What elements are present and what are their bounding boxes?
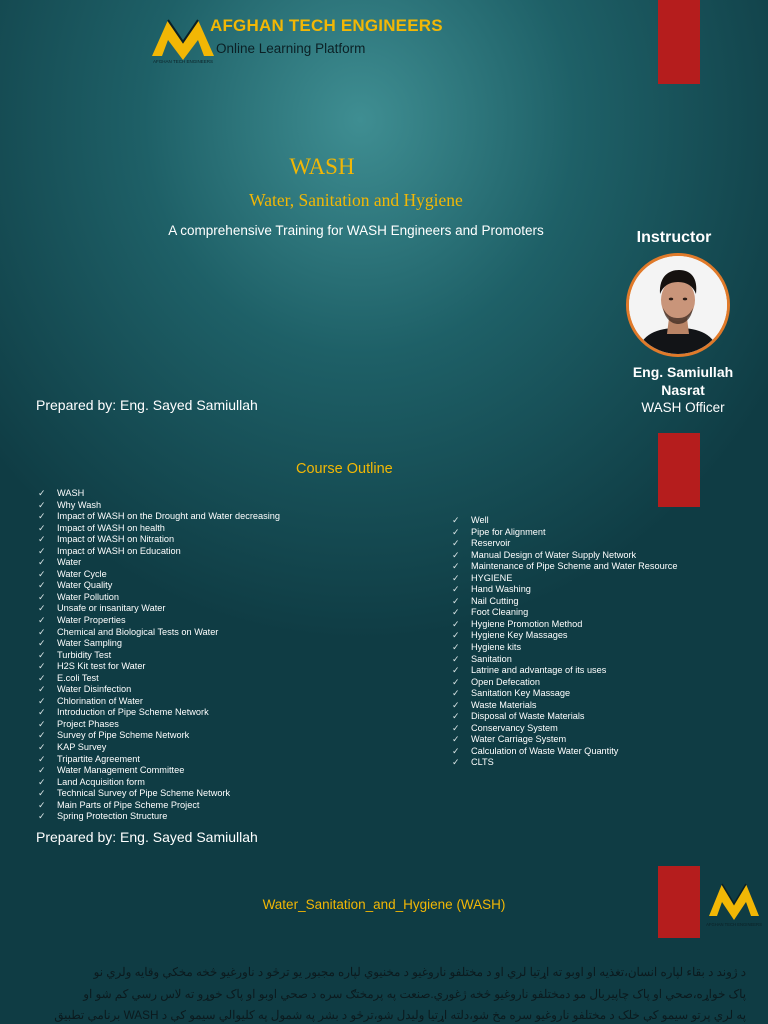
outline-item [38,661,280,673]
check-icon: ✓ [452,618,460,629]
outline-item-label: Chlorination of Water [57,695,143,706]
check-icon: ✓ [38,684,46,695]
outline-item [38,569,280,581]
outline-item [452,734,678,746]
check-icon: ✓ [452,653,460,664]
outline-item [452,642,678,654]
check-icon: ✓ [38,534,46,545]
outline-item [452,677,678,689]
outline-item-label: Hygiene kits [471,642,522,653]
check-icon: ✓ [38,742,46,753]
outline-item [38,765,280,777]
outline-item-label: Tripartite Agreement [57,753,140,764]
outline-item-label: Water Quality [57,580,113,591]
outline-item [38,603,280,615]
outline-item-label: Sanitation Key Massage [471,688,571,699]
outline-item [38,546,280,558]
check-icon: ✓ [452,595,460,606]
outline-item-label: E.coli Test [57,672,99,683]
check-icon: ✓ [452,630,460,641]
outline-item-label: Water Sampling [57,638,123,649]
outline-item-label: Manual Design of Water Supply Network [471,549,637,560]
pashto-paragraph-line: په لري پرتو سیمو کې خلک د مختلفو ناروغیو سره مخ شو،دلته اړتیا ولیدل شو،ترڅو د بشر په شمول په کلیوالي سیمو کې د WASH برنامې تطبیق [54,1008,746,1022]
outline-item-label: Reservoir [471,538,511,549]
outline-item [452,619,678,631]
outline-item-label: Open Defecation [471,676,540,687]
outline-item [38,580,280,592]
check-icon: ✓ [452,561,460,572]
check-icon: ✓ [452,549,460,560]
outline-item [38,777,280,789]
outline-item [38,788,280,800]
brand-name: AFGHAN TECH ENGINEERS [210,16,443,35]
check-icon: ✓ [38,776,46,787]
person-photo-icon [629,256,727,354]
check-icon: ✓ [38,557,46,568]
outline-item [38,684,280,696]
check-icon: ✓ [38,591,46,602]
outline-item [452,711,678,723]
outline-item-label: Survey of Pipe Scheme Network [57,730,190,741]
outline-item-label: Water Management Committee [57,765,185,776]
outline-item-label: Spring Protection Structure [57,811,168,822]
check-icon: ✓ [452,722,460,733]
outline-item-label: Chemical and Biological Tests on Water [57,626,219,637]
check-icon: ✓ [452,688,460,699]
outline-item-label: Impact of WASH on health [57,522,165,533]
check-icon: ✓ [38,499,46,510]
outline-item [452,538,678,550]
check-icon: ✓ [38,765,46,776]
outline-item [38,488,280,500]
check-icon: ✓ [452,699,460,710]
outline-item-label: Impact of WASH on Nitration [57,534,175,545]
pashto-paragraph-line: د ژوند د بقاء لپاره انسان،تغذیه او اوبو ته اړتیا لري او د مختلفو ناروغیو د مخنیوي لپاره مجبور یو ترڅو د ناورغیو څخه مخکې وقایه ولري نو [93,965,746,979]
outline-item [38,627,280,639]
check-icon: ✓ [38,707,46,718]
outline-item-label: Land Acquisition form [57,776,145,787]
outline-item [38,800,280,812]
outline-item-label: Water Pollution [57,591,119,602]
outline-item-label: Maintenance of Pipe Scheme and Water Resource [471,561,678,572]
outline-item-label: Foot Cleaning [471,607,529,618]
outline-item [38,730,280,742]
slide-description: A comprehensive Training for WASH Engineers and Promoters [168,223,544,238]
outline-item-label: Nail Cutting [471,595,519,606]
outline-item [38,811,280,823]
check-icon: ✓ [38,718,46,729]
check-icon: ✓ [38,568,46,579]
outline-item-label: Impact of WASH on the Drought and Water decreasing [57,511,280,522]
check-icon: ✓ [452,538,460,549]
check-icon: ✓ [452,711,460,722]
check-icon: ✓ [38,603,46,614]
brand-subtitle: Online Learning Platform [216,41,366,56]
outline-item [452,527,678,539]
outline-item-label: Pipe for Alignment [471,526,546,537]
course-outline-left-list [38,488,280,823]
instructor-heading: Instructor [636,229,712,246]
outline-item [38,523,280,535]
outline-item [38,511,280,523]
outline-item [38,696,280,708]
outline-item-label: Conservancy System [471,722,558,733]
outline-item [452,700,678,712]
outline-item-label: Why Wash [57,499,102,510]
outline-item [452,654,678,666]
instructor-name [610,363,756,399]
outline-item-label: Water [57,557,82,568]
instructor-name-line2: Nasrat [661,382,705,398]
outline-item [452,596,678,608]
outline-item [452,757,678,769]
outline-item-label: HYGIENE [471,572,513,583]
outline-item-label: Water Carriage System [471,734,567,745]
outline-item [452,573,678,585]
outline-item-label: Unsafe or insanitary Water [57,603,166,614]
check-icon: ✓ [38,695,46,706]
check-icon: ✓ [38,672,46,683]
outline-item-label: KAP Survey [57,742,107,753]
outline-item-label: Hand Washing [471,584,531,595]
outline-item [38,742,280,754]
outline-item [38,650,280,662]
check-icon: ✓ [38,661,46,672]
outline-item-label: Turbidity Test [57,649,112,660]
logo-text: AFGHAN TECH ENGINEERS [153,59,213,64]
logo-text: AFGHAN TECH ENGINEERS [706,922,762,927]
instructor-role: WASH Officer [641,400,725,415]
check-icon: ✓ [38,580,46,591]
outline-item [38,719,280,731]
instructor-name-line1: Eng. Samiullah [632,364,734,380]
outline-item-label: Calculation of Waste Water Quantity [471,745,619,756]
check-icon: ✓ [38,522,46,533]
check-icon: ✓ [38,488,46,498]
outline-item [452,515,678,527]
instructor-avatar [626,253,730,357]
check-icon: ✓ [452,572,460,583]
check-icon: ✓ [452,515,460,525]
outline-item-label: CLTS [471,757,494,768]
outline-item [452,746,678,758]
afghan-tech-logo-icon [148,12,218,64]
check-icon: ✓ [38,788,46,799]
check-icon: ✓ [38,753,46,764]
check-icon: ✓ [38,545,46,556]
check-icon: ✓ [452,757,460,768]
check-icon: ✓ [38,799,46,810]
outline-item-label: Water Disinfection [57,684,132,695]
outline-item-label: Water Properties [57,615,126,626]
check-icon: ✓ [452,526,460,537]
check-icon: ✓ [452,665,460,676]
outline-item [452,561,678,573]
outline-item [38,500,280,512]
outline-item [452,607,678,619]
course-outline-right-list [452,515,678,769]
check-icon: ✓ [38,511,46,522]
red-accent-bar [658,433,700,507]
red-accent-bar [658,0,700,84]
outline-item [38,673,280,685]
check-icon: ✓ [452,584,460,595]
check-icon: ✓ [452,676,460,687]
outline-item [38,707,280,719]
outline-item-label: Water Cycle [57,568,107,579]
check-icon: ✓ [452,607,460,618]
outline-item-label: Technical Survey of Pipe Scheme Network [57,788,231,799]
outline-item [38,534,280,546]
outline-item-label: Well [471,515,489,525]
check-icon: ✓ [38,730,46,741]
outline-item-label: Project Phases [57,718,119,729]
outline-item [38,754,280,766]
outline-item [38,592,280,604]
check-icon: ✓ [38,626,46,637]
prepared-by: Prepared by: Eng. Sayed Samiullah [36,829,258,845]
slide-subtitle: Water, Sanitation and Hygiene [249,190,463,210]
check-icon: ✓ [38,615,46,626]
prepared-by: Prepared by: Eng. Sayed Samiullah [36,397,258,413]
check-icon: ✓ [452,734,460,745]
outline-item [452,584,678,596]
outline-item-label: WASH [57,488,85,498]
outline-item-label: Sanitation [471,653,512,664]
outline-item [38,557,280,569]
outline-item-label: Waste Materials [471,699,537,710]
outline-item-label: Main Parts of Pipe Scheme Project [57,799,200,810]
wash-heading: Water_Sanitation_and_Hygiene (WASH) [262,897,506,912]
outline-item-label: Disposal of Waste Materials [471,711,585,722]
outline-item [452,630,678,642]
outline-item-label: H2S Kit test for Water [57,661,146,672]
check-icon: ✓ [38,649,46,660]
outline-item-label: Impact of WASH on Education [57,545,181,556]
check-icon: ✓ [38,638,46,649]
outline-item [38,638,280,650]
check-icon: ✓ [452,642,460,653]
outline-item-label: Latrine and advantage of its uses [471,665,607,676]
outline-item [452,723,678,735]
outline-item-label: Introduction of Pipe Scheme Network [57,707,209,718]
outline-item [38,615,280,627]
outline-item-label: Hygiene Promotion Method [471,618,583,629]
outline-item [452,665,678,677]
outline-item [452,688,678,700]
slide-title: WASH [289,154,355,179]
check-icon: ✓ [38,811,46,822]
outline-item [452,550,678,562]
outline-item-label: Hygiene Key Massages [471,630,568,641]
course-outline-title: Course Outline [296,461,393,477]
check-icon: ✓ [452,745,460,756]
pashto-paragraph-line: پاک خواړه،صحي او پاک چاپیربال مو دمختلفو ناروغیو څخه ژغوري.صنعت په پرمختګ سره د صحي اوبو او پاک خوړو ته لاس رسي کم شو او [83,987,746,1001]
